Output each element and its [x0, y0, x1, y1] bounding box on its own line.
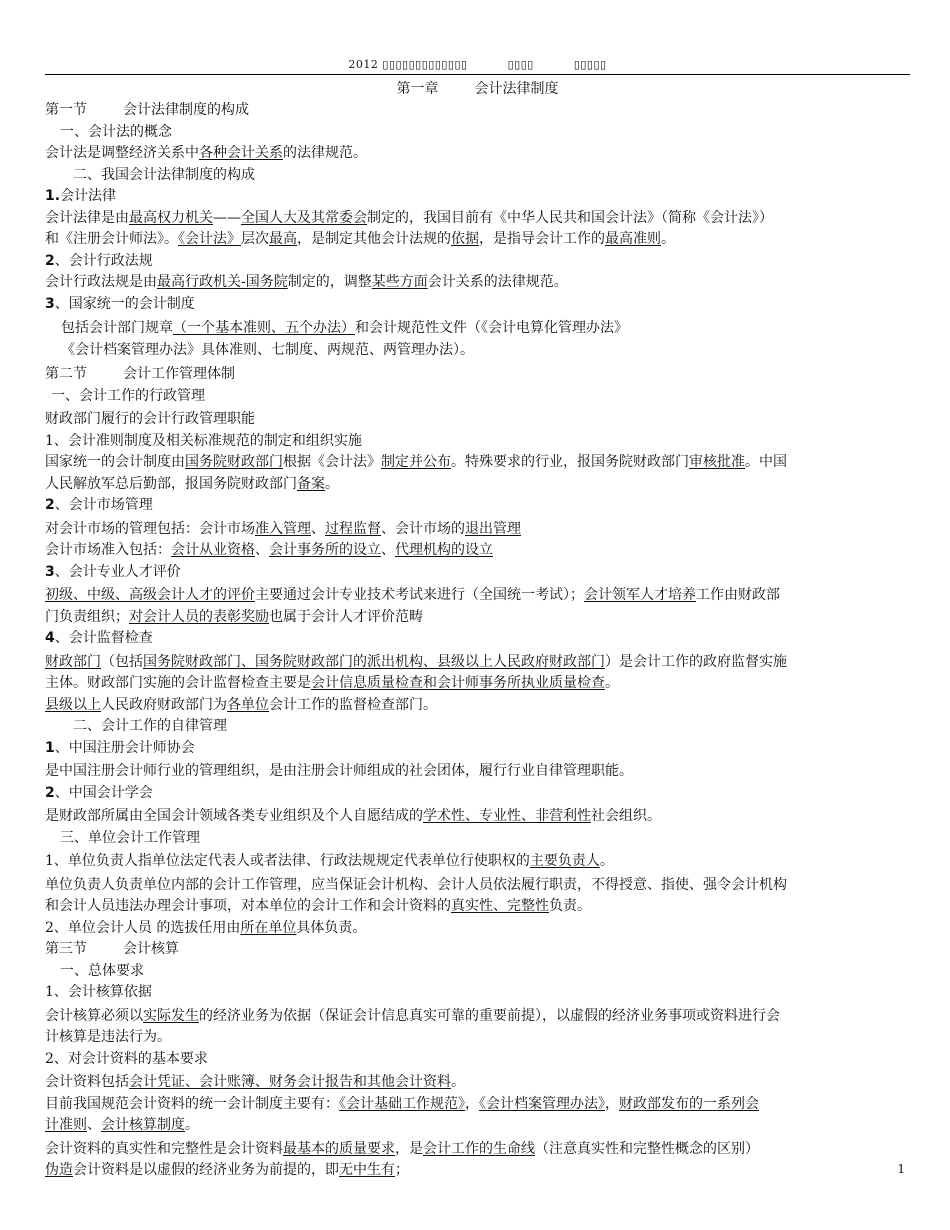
paragraph: 1、会计核算依据: [45, 984, 152, 1000]
item-heading: 2、中国会计学会: [45, 784, 153, 801]
subheading: 一、总体要求: [60, 962, 144, 979]
subheading: 二、会计工作的自律管理: [73, 718, 227, 734]
item-heading: 1.会计法律: [45, 188, 117, 204]
header-left: 2012 ▯▯▯▯▯▯▯▯▯▯▯▯▯: [348, 58, 468, 71]
paragraph: 会计市场准入包括：会计从业资格、会计事务所的设立、代理机构的设立: [45, 542, 493, 558]
chapter-number: 第一章: [396, 81, 439, 97]
paragraph: 包括会计部门规章（一个基本准则、五个办法）和会计规范性文件（《会计电算化管理办法》: [61, 320, 628, 336]
item-heading: 1、中国注册会计师协会: [45, 739, 195, 756]
paragraph: 计准则、会计核算制度。: [45, 1117, 199, 1133]
subheading: 一、会计法的概念: [60, 123, 172, 140]
section-heading: 第三节 会计核算: [45, 941, 179, 957]
paragraph: 伪造会计资料是以虚假的经济业务为前提的，即无中生有；: [45, 1162, 409, 1178]
page-header: [45, 56, 910, 74]
paragraph: 人民解放军总后勤部，报国务院财政部门备案。: [45, 475, 339, 492]
paragraph: 是财政部所属由全国会计领域各类专业组织及个人自愿结成的学术性、专业性、非营利性社会组织。: [45, 808, 661, 824]
paragraph: 会计核算必须以实际发生的经济业务为依据（保证会计信息真实可靠的重要前提），以虚假的经济业务事项或资料进行会: [45, 1007, 780, 1024]
paragraph: 1、单位负责人指单位法定代表人或者法律、行政法规规定代表单位行使职权的主要负责人。: [45, 853, 614, 869]
document-page: [45, 56, 910, 1182]
paragraph: 1、会计准则制度及相关标准规范的制定和组织实施: [45, 432, 362, 449]
paragraph: 目前我国规范会计资料的统一会计制度主要有：《会计基础工作规范》，《会计档案管理办法》，财政部发布的一系列会: [45, 1095, 759, 1112]
paragraph: 和《注册会计师法》。《会计法》层次最高，是制定其他会计法规的依据，是指导会计工作的最高准则。: [45, 231, 675, 247]
item-heading: 2、会计行政法规: [45, 252, 153, 269]
header-rule: [45, 74, 910, 75]
header-right: ▯▯▯▯▯: [573, 58, 607, 71]
subheading: 二、我国会计法律制度的构成: [73, 166, 255, 183]
paragraph: 《会计档案管理办法》具体准则、七制度、两规范、两管理办法）。: [61, 341, 474, 358]
paragraph: 是中国注册会计师行业的管理组织，是由注册会计师组成的社会团体，履行行业自律管理职能。: [45, 763, 633, 779]
section-heading: 第二节 会计工作管理体制: [45, 366, 235, 382]
paragraph: 县级以上人民政府财政部门为各单位会计工作的监督检查部门。: [45, 696, 437, 713]
paragraph: 财政部门履行的会计行政管理职能: [45, 411, 255, 427]
item-heading: 3、会计专业人才评价: [45, 563, 181, 580]
paragraph: 主体。财政部门实施的会计监督检查主要是会计信息质量检查和会计师事务所执业质量检查。: [45, 675, 619, 691]
paragraph: 2、单位会计人员 的选拔任用由所在单位具体负责。: [45, 919, 367, 936]
paragraph: 会计资料的真实性和完整性是会计资料最基本的质量要求，是会计工作的生命线（注意真实性和完整性概念的区别）: [45, 1140, 759, 1157]
paragraph: 会计法律是由最高权力机关——全国人大及其常委会制定的，我国目前有《中华人民共和国会计法》（简称《会计法》）: [45, 209, 773, 226]
paragraph: 国家统一的会计制度由国务院财政部门根据《会计法》制定并公布。特殊要求的行业，报国务院财政部门审核批准。中国: [45, 454, 787, 470]
chapter-title: [45, 78, 910, 100]
chapter-name: 会计法律制度: [474, 81, 559, 97]
header-middle: ▯▯▯▯: [507, 58, 534, 71]
subheading: 三、单位会计工作管理: [60, 829, 200, 846]
paragraph: 和会计人员违法办理会计事项，对本单位的会计工作和会计资料的真实性、完整性负责。: [45, 898, 591, 914]
paragraph: 单位负责人负责单位内部的会计工作管理，应当保证会计机构、会计人员依法履行职责，不得授意、指使、强令会计机构: [45, 876, 787, 893]
section-heading: 第一节 会计法律制度的构成: [45, 102, 249, 118]
paragraph: 初级、中级、高级会计人才的评价主要通过会计专业技术考试来进行（全国统一考试）；会计领军人才培养工作由财政部: [45, 587, 780, 603]
paragraph: 计核算是违法行为。: [45, 1029, 171, 1045]
paragraph: 对会计市场的管理包括：会计市场准入管理、过程监督、会计市场的退出管理: [45, 520, 521, 537]
paragraph: 门负责组织；对会计人员的表彰奖励也属于会计人才评价范畴: [45, 608, 423, 625]
paragraph: 2、对会计资料的基本要求: [45, 1050, 208, 1067]
item-heading: 4、会计监督检查: [45, 630, 153, 646]
item-heading: 3、国家统一的会计制度: [45, 295, 195, 312]
page-number: 1: [897, 1162, 905, 1176]
paragraph: 会计行政法规是由最高行政机关-国务院制定的，调整某些方面会计关系的法律规范。: [45, 274, 568, 290]
item-heading: 2、会计市场管理: [45, 497, 153, 513]
paragraph: 会计法是调整经济关系中各种会计关系的法律规范。: [45, 145, 367, 161]
paragraph: 财政部门（包括国务院财政部门、国务院财政部门的派出机构、县级以上人民政府财政部门）是会计工作的政府监督实施: [45, 653, 787, 670]
paragraph: 会计资料包括会计凭证、会计账簿、财务会计报告和其他会计资料。: [45, 1074, 465, 1090]
subheading: 一、会计工作的行政管理: [51, 387, 205, 404]
